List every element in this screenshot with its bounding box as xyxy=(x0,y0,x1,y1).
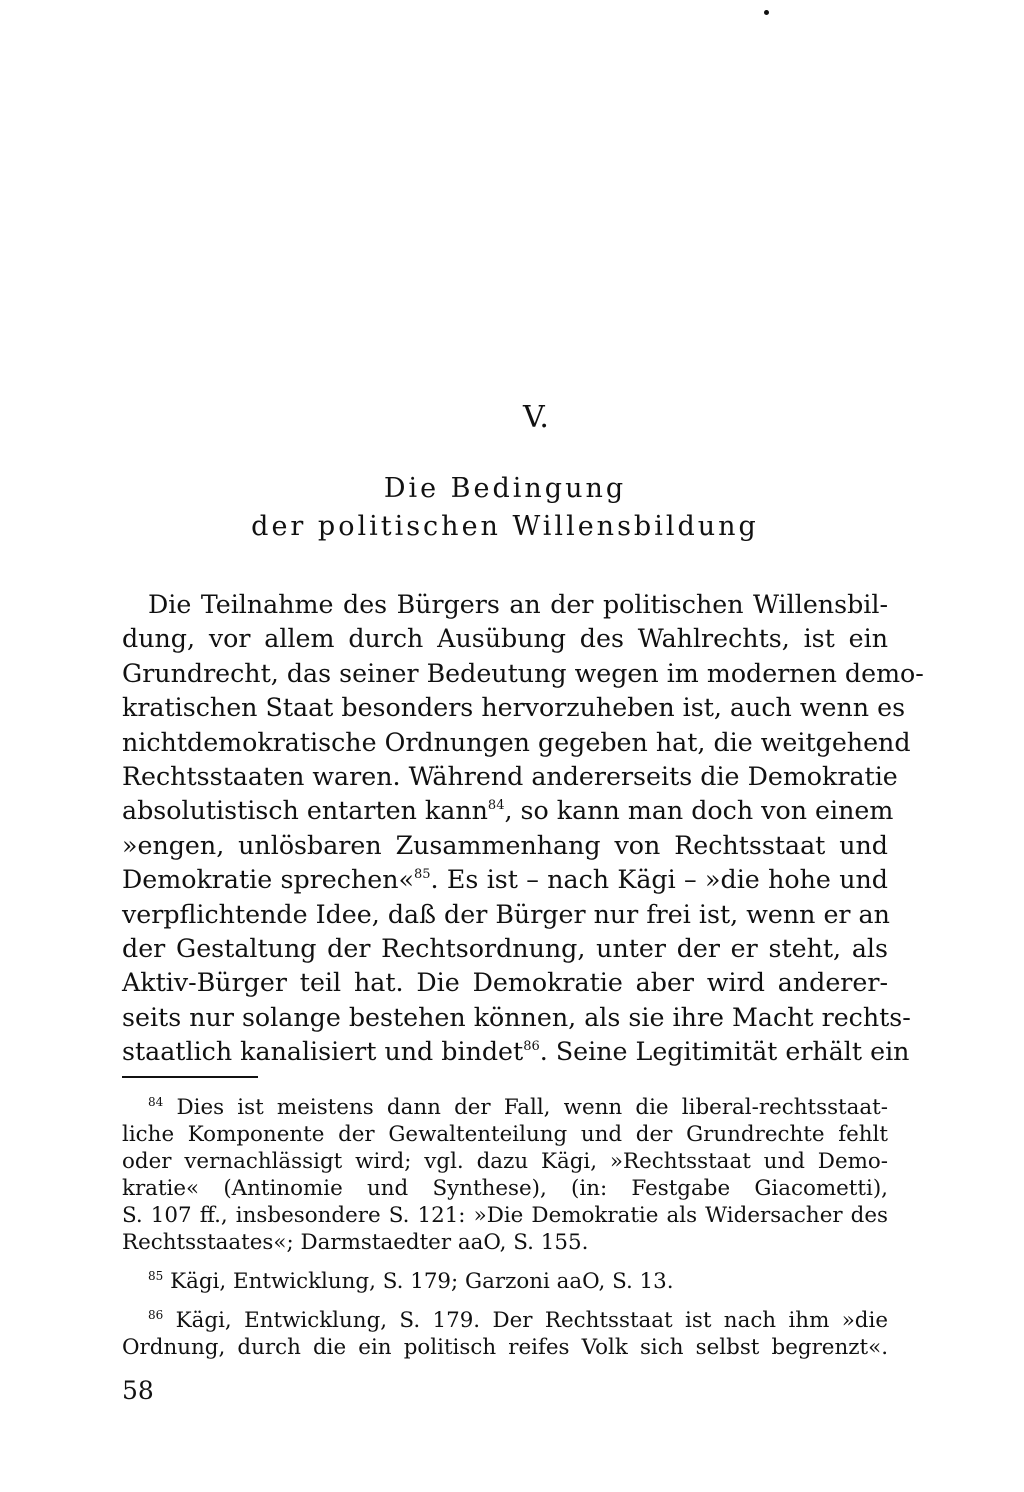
body-text-segment: , so kann man doch von einem xyxy=(504,796,894,826)
body-line: Die Teilnahme des Bürgers an der politischen Willensbil- xyxy=(148,590,888,619)
body-line xyxy=(122,794,894,828)
body-text-segment: absolutistisch entarten kann xyxy=(122,796,488,826)
footnote-text: Kägi, Entwicklung, S. 179. Der Rechtsstaat ist nach ihm »die xyxy=(175,1308,888,1333)
footnote-line xyxy=(122,1094,888,1121)
body-line: Rechtsstaaten waren. Während andererseits die Demokratie xyxy=(122,762,898,792)
footnote-line xyxy=(122,1268,888,1295)
chapter-title-line: Die Bedingung xyxy=(383,473,627,504)
footnote-86 xyxy=(122,1307,888,1361)
body-paragraph xyxy=(122,588,924,1070)
footnote-line: oder vernachlässigt wird; vgl. dazu Kägi, »Rechtsstaat und Demo- xyxy=(122,1149,888,1174)
body-line: nichtdemokratische Ordnungen gegeben hat, die weitgehend xyxy=(122,727,911,757)
footnote-ref-84[interactable]: 84 xyxy=(487,798,505,814)
body-line: »engen, unlösbaren Zusammenhang von Rechtsstaat und xyxy=(122,830,888,860)
body-line: seits nur solange bestehen können, als sie ihre Macht rechts- xyxy=(122,1002,911,1032)
body-line: dung, vor allem durch Ausübung des Wahlrechts, ist ein xyxy=(122,624,888,654)
footnote-ref-86[interactable]: 86 xyxy=(523,1039,540,1055)
footnote-text: Kägi, Entwicklung, S. 179; Garzoni aaO, S. 13. xyxy=(170,1269,674,1294)
footnote-line xyxy=(122,1307,888,1334)
footnote-85 xyxy=(122,1268,888,1295)
body-text-segment: . Seine Legitimität erhält ein xyxy=(539,1037,910,1067)
chapter-title-line: der politischen Willensbildung xyxy=(251,511,759,542)
footnote-ref-85[interactable]: 85 xyxy=(413,867,431,883)
footnote-divider xyxy=(122,1076,258,1078)
body-line xyxy=(122,863,888,897)
body-text-segment: . Es ist – nach Kägi – »die hohe und xyxy=(430,865,888,895)
body-line xyxy=(122,1035,910,1069)
body-text-segment: Demokratie sprechen« xyxy=(122,865,414,895)
ink-speck xyxy=(764,10,769,15)
body-text-segment: staatlich kanalisiert und bindet xyxy=(122,1037,524,1067)
body-line: Aktiv-Bürger teil hat. Die Demokratie aber wird anderer- xyxy=(122,968,888,998)
footnote-line: S. 107 ff., insbesondere S. 121: »Die Demokratie als Widersacher des xyxy=(122,1203,888,1228)
body-line: der Gestaltung der Rechtsordnung, unter der er steht, als xyxy=(122,934,888,964)
chapter-title xyxy=(120,470,890,546)
footnote-marker: 85 xyxy=(148,1269,164,1283)
footnote-line: liche Komponente der Gewaltenteilung und der Grundrechte fehlt xyxy=(122,1122,888,1147)
footnote-84 xyxy=(122,1094,888,1256)
footnote-text: Dies ist meistens dann der Fall, wenn die liberal-rechtsstaat- xyxy=(176,1095,888,1120)
body-line: Grundrecht, das seiner Bedeutung wegen im modernen demo- xyxy=(122,658,924,688)
page-number: 58 xyxy=(122,1376,154,1405)
body-line: kratischen Staat besonders hervorzuheben ist, auch wenn es xyxy=(122,693,906,723)
body-line: verpflichtende Idee, daß der Bürger nur frei ist, wenn er an xyxy=(122,899,890,929)
footnote-line: kratie« (Antinomie und Synthese), (in: Festgabe Giacometti), xyxy=(122,1176,888,1201)
footnote-line: Rechtsstaates«; Darmstaedter aaO, S. 155. xyxy=(122,1230,589,1255)
footnote-line: Ordnung, durch die ein politisch reifes Volk sich selbst begrenzt«. xyxy=(122,1335,888,1360)
footnotes xyxy=(122,1094,888,1373)
footnote-marker: 84 xyxy=(148,1095,164,1109)
chapter-number: V. xyxy=(523,400,549,435)
footnote-marker: 86 xyxy=(148,1308,164,1322)
